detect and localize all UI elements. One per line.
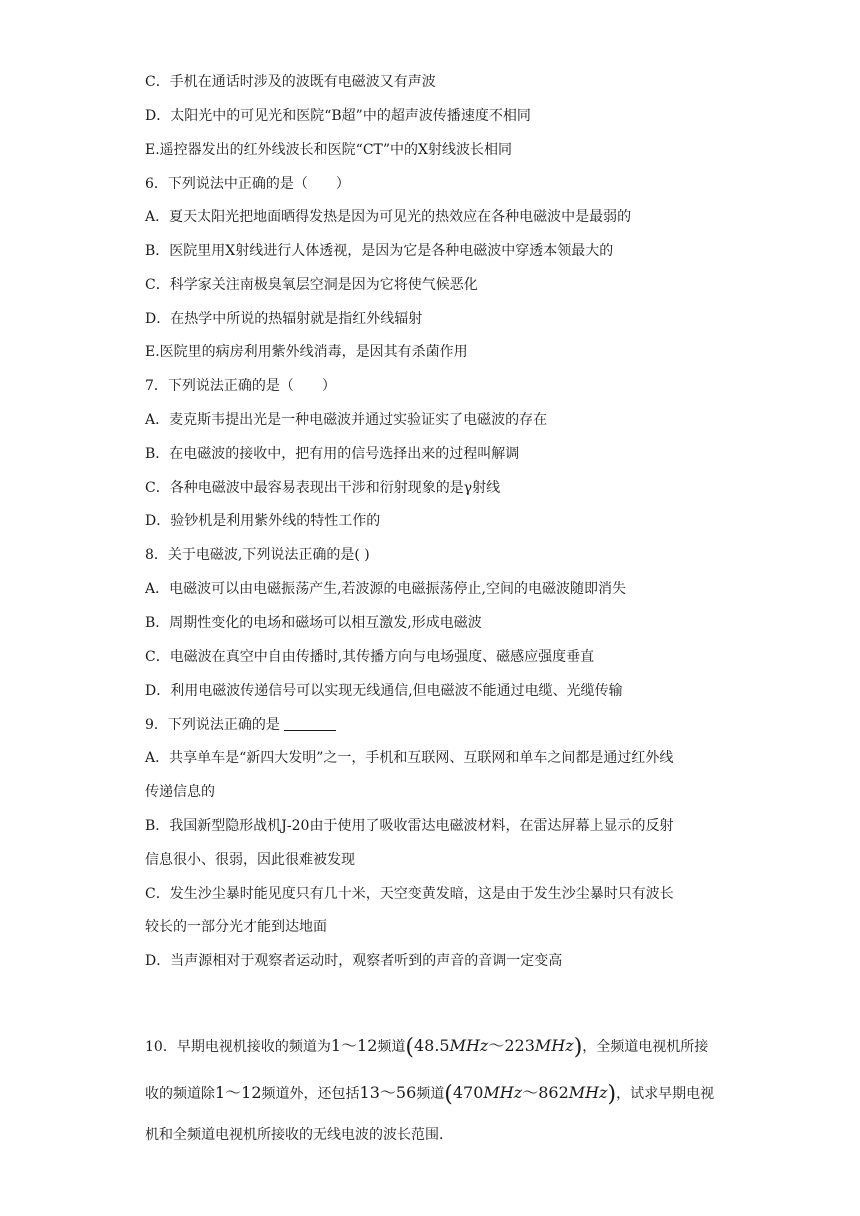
q9-stem-row: [145, 715, 725, 735]
q7-option-d: D．验钞机是利用紫外线的特性工作的: [145, 513, 381, 529]
q9-option-a-cont: 传递信息的: [145, 784, 215, 800]
q9-option-a: A．共享单车是“新四大发明”之一，手机和互联网、互联网和单车之间都是通过红外线: [145, 750, 674, 766]
channel-range: 13～56: [359, 1083, 417, 1102]
right-paren: ): [573, 1035, 583, 1060]
q6-option-e: E.医院里的病房利用紫外线消毒，是因其有杀菌作用: [145, 344, 468, 360]
q8-option-d: D．利用电磁波传递信号可以实现无线通信,但电磁波不能通过电缆、光缆传输: [145, 683, 623, 699]
q7-option-c: C．各种电磁波中最容易表现出干涉和衍射现象的是γ射线: [145, 480, 501, 496]
q8-stem: 8．关于电磁波,下列说法正确的是( ): [145, 547, 370, 563]
q10-text: 收的频道除: [145, 1086, 215, 1102]
q10-text: 频道: [416, 1086, 445, 1102]
q6-option-a: A．夏天太阳光把地面晒得发热是因为可见光的热效应在各种电磁波中是最弱的: [145, 209, 632, 225]
q9-option-b-cont: 信息很小、很弱，因此很难被发现: [145, 852, 355, 868]
q9-option-c: C．发生沙尘暴时能见度只有几十米，天空变黄发暗，这是由于发生沙尘暴时只有波长: [145, 886, 674, 902]
answer-blank: [284, 716, 336, 731]
q6-option-d: D．在热学中所说的热辐射就是指红外线辐射: [145, 311, 423, 327]
q8-option-b: B．周期性变化的电场和磁场可以相互激发,形成电磁波: [145, 615, 482, 631]
q7-option-a: A．麦克斯韦提出光是一种电磁波并通过实验证实了电磁波的存在: [145, 412, 548, 428]
q9-stem: 9．下列说法正确的是: [145, 717, 280, 733]
frequency-unit: MHz: [483, 1083, 523, 1102]
frequency-unit: MHz: [534, 1036, 574, 1055]
q10-text: 10．早期电视机接收的频道为: [145, 1039, 331, 1055]
q7-stem: 7．下列说法正确的是（ ）: [145, 378, 336, 394]
q10-text: 频道外，还包括: [261, 1086, 360, 1102]
channel-range: 1～12: [330, 1036, 378, 1055]
q9-option-c-cont: 较长的一部分光才能到达地面: [145, 919, 327, 935]
q8-option-c: C．电磁波在真空中自由传播时,其传播方向与电场强度、磁感应强度垂直: [145, 649, 595, 665]
q9-option-d: D．当声源相对于观察者运动时，观察者听到的声音的音调一定变高: [145, 953, 563, 969]
channel-range: 1～12: [215, 1083, 262, 1102]
frequency-value: 48.5: [413, 1036, 450, 1055]
q10-line-1: [145, 1035, 725, 1059]
q10-line-3: 机和全频道电视机所接收的无线电波的波长范围．: [145, 1127, 453, 1143]
q10-text: ，试求早期电视: [616, 1086, 715, 1102]
q6-stem: 6．下列说法中正确的是（ ）: [145, 176, 350, 192]
frequency-value: 470: [452, 1083, 484, 1102]
frequency-unit: MHz: [449, 1036, 489, 1055]
q6-option-c: C．科学家关注南极臭氧层空洞是因为它将使气候恶化: [145, 277, 478, 293]
q10-line-2: [145, 1082, 725, 1106]
tilde: ～: [522, 1083, 539, 1102]
frequency-value: 862: [538, 1083, 569, 1102]
q9-option-b: B．我国新型隐形战机J-20由于使用了吸收雷达电磁波材料，在雷达屏幕上显示的反射: [145, 818, 674, 834]
tilde: ～: [488, 1036, 505, 1055]
left-paren: (: [405, 1035, 414, 1060]
q5-option-c: C．手机在通话时涉及的波既有电磁波又有声波: [145, 74, 436, 90]
left-paren: (: [444, 1082, 453, 1107]
q5-option-e: E.遥控器发出的红外线波长和医院“CT”中的X射线波长相同: [145, 142, 512, 158]
right-paren: ): [607, 1082, 617, 1107]
q7-option-b: B．在电磁波的接收中，把有用的信号选择出来的过程叫解调: [145, 446, 520, 462]
q8-option-a: A．电磁波可以由电磁振荡产生,若波源的电磁振荡停止,空间的电磁波随即消失: [145, 581, 627, 597]
q10-text: 频道: [377, 1039, 406, 1055]
q5-option-d: D．太阳光中的可见光和医院“B超”中的超声波传播速度不相同: [145, 108, 531, 124]
frequency-value: 223: [504, 1036, 535, 1055]
q6-option-b: B．医院里用X射线进行人体透视，是因为它是各种电磁波中穿透本领最大的: [145, 243, 614, 259]
q10-text: ，全频道电视机所接: [582, 1039, 709, 1055]
frequency-unit: MHz: [568, 1083, 608, 1102]
